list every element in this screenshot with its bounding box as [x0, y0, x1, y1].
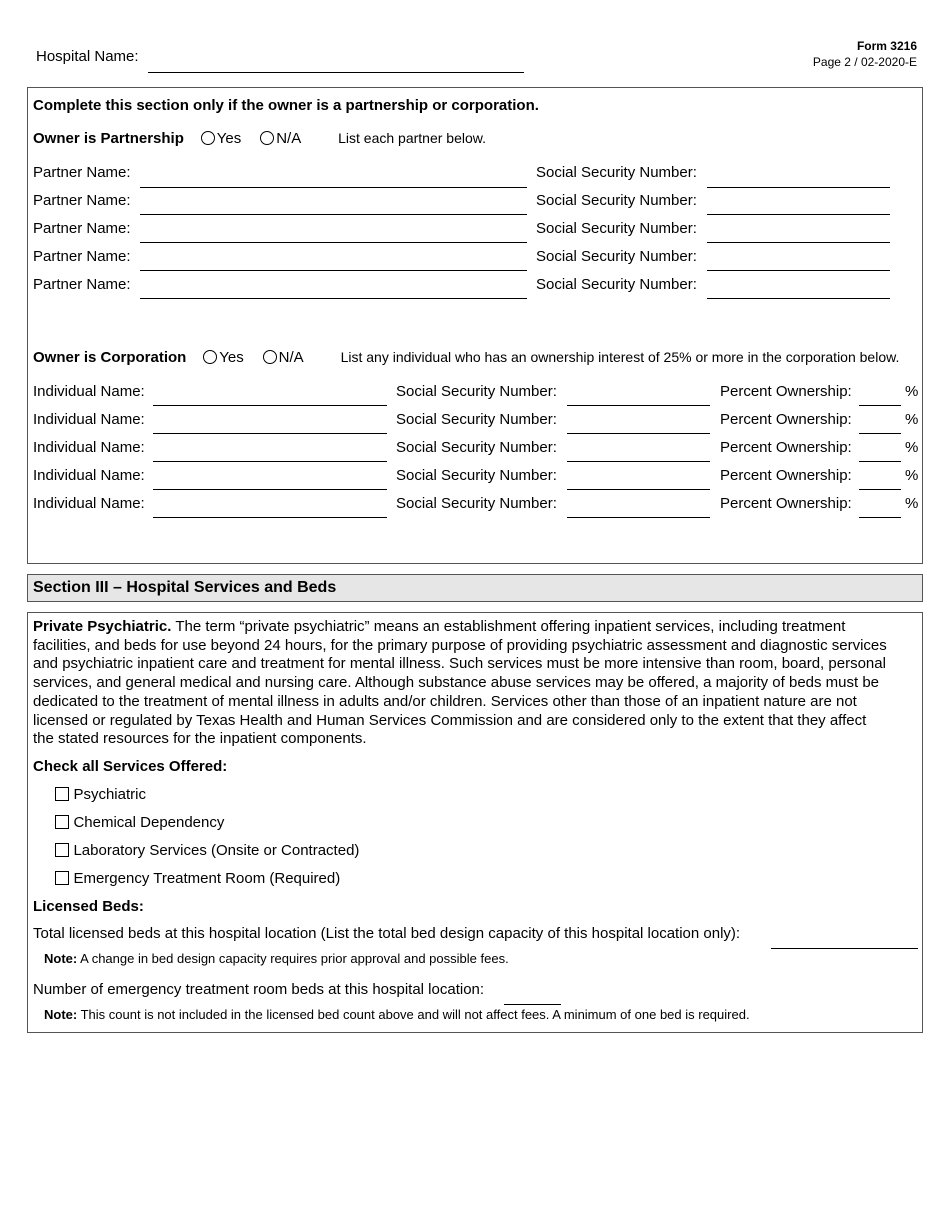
individual-name-field[interactable] — [153, 461, 387, 462]
service-checkbox[interactable] — [55, 871, 69, 885]
individual-name-field[interactable] — [153, 517, 387, 518]
definition-line: and psychiatric inpatient care and treatment for mental illness. Such services must be more intensive than room, board, personal — [33, 655, 886, 673]
individual-ssn-field[interactable] — [567, 405, 710, 406]
corporation-yes-label: Yes — [219, 349, 244, 366]
service-checkbox[interactable] — [55, 843, 69, 857]
partnership-na-label: N/A — [276, 130, 302, 147]
service-label: Chemical Dependency — [73, 814, 225, 831]
service-label: Psychiatric — [73, 786, 146, 803]
partner-name-label: Partner Name: — [33, 248, 131, 265]
individual-name-label: Individual Name: — [33, 411, 145, 428]
note-label: Note: — [44, 1007, 78, 1022]
individual-ssn-label: Social Security Number: — [396, 383, 557, 400]
individual-ssn-field[interactable] — [567, 517, 710, 518]
service-checkbox[interactable] — [55, 787, 69, 801]
service-checkbox[interactable] — [55, 815, 69, 829]
service-label: Laboratory Services (Onsite or Contracted) — [73, 842, 360, 859]
partner-name-field[interactable] — [140, 242, 527, 243]
partnership-na-radio[interactable] — [260, 131, 274, 145]
total-beds-field[interactable] — [771, 948, 918, 949]
partner-ssn-label: Social Security Number: — [536, 164, 697, 181]
partner-name-field[interactable] — [140, 298, 527, 299]
corporation-na-label: N/A — [278, 349, 304, 366]
percent-ownership-label: Percent Ownership: — [720, 467, 852, 484]
partner-ssn-label: Social Security Number: — [536, 248, 697, 265]
corporation-label: Owner is Corporation — [33, 349, 187, 366]
individual-ssn-label: Social Security Number: — [396, 467, 557, 484]
percent-sign: % — [905, 495, 919, 512]
service-label: Emergency Treatment Room (Required) — [73, 870, 341, 887]
partner-ssn-field[interactable] — [707, 214, 890, 215]
percent-ownership-field[interactable] — [859, 517, 901, 518]
percent-ownership-field[interactable] — [859, 405, 901, 406]
partner-ssn-label: Social Security Number: — [536, 192, 697, 209]
partner-ssn-label: Social Security Number: — [536, 220, 697, 237]
partner-name-label: Partner Name: — [33, 276, 131, 293]
definition-line: the stated resources for the inpatient components. — [33, 730, 367, 748]
er-beds-label: Number of emergency treatment room beds at this hospital location: — [33, 981, 485, 998]
percent-ownership-label: Percent Ownership: — [720, 411, 852, 428]
percent-ownership-label: Percent Ownership: — [720, 495, 852, 512]
individual-name-label: Individual Name: — [33, 467, 145, 484]
percent-ownership-label: Percent Ownership: — [720, 383, 852, 400]
partner-name-field[interactable] — [140, 187, 527, 188]
definition-line: facilities, and beds for use beyond 24 hours, for the primary purpose of providing psychiatric assessment and diagnostic services — [33, 636, 887, 654]
partner-ssn-field[interactable] — [707, 298, 890, 299]
individual-ssn-label: Social Security Number: — [396, 439, 557, 456]
individual-ssn-field[interactable] — [567, 489, 710, 490]
services-heading: Check all Services Offered: — [33, 758, 228, 775]
definition-line: The term “private psychiatric” means an establishment offering inpatient services, including treatment — [175, 618, 846, 635]
section-3-header — [27, 574, 923, 602]
service-option[interactable] — [55, 814, 224, 832]
individual-name-label: Individual Name: — [33, 439, 145, 456]
percent-ownership-field[interactable] — [859, 461, 901, 462]
percent-ownership-label: Percent Ownership: — [720, 439, 852, 456]
partner-ssn-field[interactable] — [707, 270, 890, 271]
note-capacity — [44, 951, 509, 966]
hospital-name-field[interactable] — [148, 72, 524, 73]
percent-sign: % — [905, 467, 919, 484]
percent-sign: % — [905, 439, 919, 456]
partner-name-field[interactable] — [140, 214, 527, 215]
note-text: A change in bed design capacity requires prior approval and possible fees. — [80, 951, 509, 966]
partner-ssn-label: Social Security Number: — [536, 276, 697, 293]
individual-ssn-label: Social Security Number: — [396, 411, 557, 428]
partner-name-label: Partner Name: — [33, 164, 131, 181]
service-option[interactable] — [55, 842, 359, 860]
partner-name-field[interactable] — [140, 270, 527, 271]
section-3-title: Section III – Hospital Services and Beds — [33, 579, 337, 596]
percent-ownership-field[interactable] — [859, 433, 901, 434]
partner-ssn-field[interactable] — [707, 187, 890, 188]
percent-sign: % — [905, 411, 919, 428]
partnership-note: List each partner below. — [338, 130, 486, 146]
partnership-yes-radio[interactable] — [201, 131, 215, 145]
partnership-yes-label: Yes — [216, 130, 242, 147]
private-psychiatric-definition — [33, 618, 917, 749]
definition-line: licensed or regulated by Texas Health and Human Services Commission and are considered only to the extent that they affect — [33, 711, 867, 729]
individual-name-field[interactable] — [153, 433, 387, 434]
partner-name-label: Partner Name: — [33, 192, 131, 209]
corporation-note: List any individual who has an ownership interest of 25% or more in the corporation below. — [340, 349, 900, 365]
percent-sign: % — [905, 383, 919, 400]
hospital-name-label: Hospital Name: — [36, 48, 139, 65]
service-option[interactable] — [55, 870, 340, 888]
page-info: Page 2 / 02-2020-E — [812, 55, 917, 69]
definition-line: services, and general medical and nursing care. Although substance abuse services may be offered, a majority of beds must be — [33, 674, 880, 692]
individual-ssn-label: Social Security Number: — [396, 495, 557, 512]
ownership-section — [27, 87, 923, 564]
ownership-instruction: Complete this section only if the owner is a partnership or corporation. — [33, 97, 539, 114]
individual-name-field[interactable] — [153, 489, 387, 490]
form-number: Form 3216 — [856, 39, 917, 53]
licensed-beds-heading: Licensed Beds: — [33, 898, 144, 915]
note-er-beds — [44, 1007, 750, 1022]
corporation-yes-radio[interactable] — [203, 350, 217, 364]
er-beds-field[interactable] — [504, 1004, 561, 1005]
individual-ssn-field[interactable] — [567, 461, 710, 462]
definition-term: Private Psychiatric. — [33, 618, 172, 635]
note-label: Note: — [44, 951, 78, 966]
individual-name-label: Individual Name: — [33, 383, 145, 400]
corporation-question — [33, 349, 899, 367]
note-text: This count is not included in the licensed bed count above and will not affect fees. A minimum of one bed is required. — [80, 1007, 750, 1022]
partnership-label: Owner is Partnership — [33, 130, 184, 147]
definition-line: dedicated to the treatment of mental illness in adults and/or children. Services other than those of an inpatient nature are not — [33, 692, 857, 710]
individual-name-label: Individual Name: — [33, 495, 145, 512]
partner-name-label: Partner Name: — [33, 220, 131, 237]
partner-ssn-field[interactable] — [707, 242, 890, 243]
individual-name-field[interactable] — [153, 405, 387, 406]
individual-ssn-field[interactable] — [567, 433, 710, 434]
partnership-question — [33, 130, 486, 148]
corporation-na-radio[interactable] — [263, 350, 277, 364]
total-beds-label: Total licensed beds at this hospital location (List the total bed design capacity of this hospital location only): — [33, 925, 741, 942]
service-option[interactable] — [55, 786, 146, 804]
percent-ownership-field[interactable] — [859, 489, 901, 490]
